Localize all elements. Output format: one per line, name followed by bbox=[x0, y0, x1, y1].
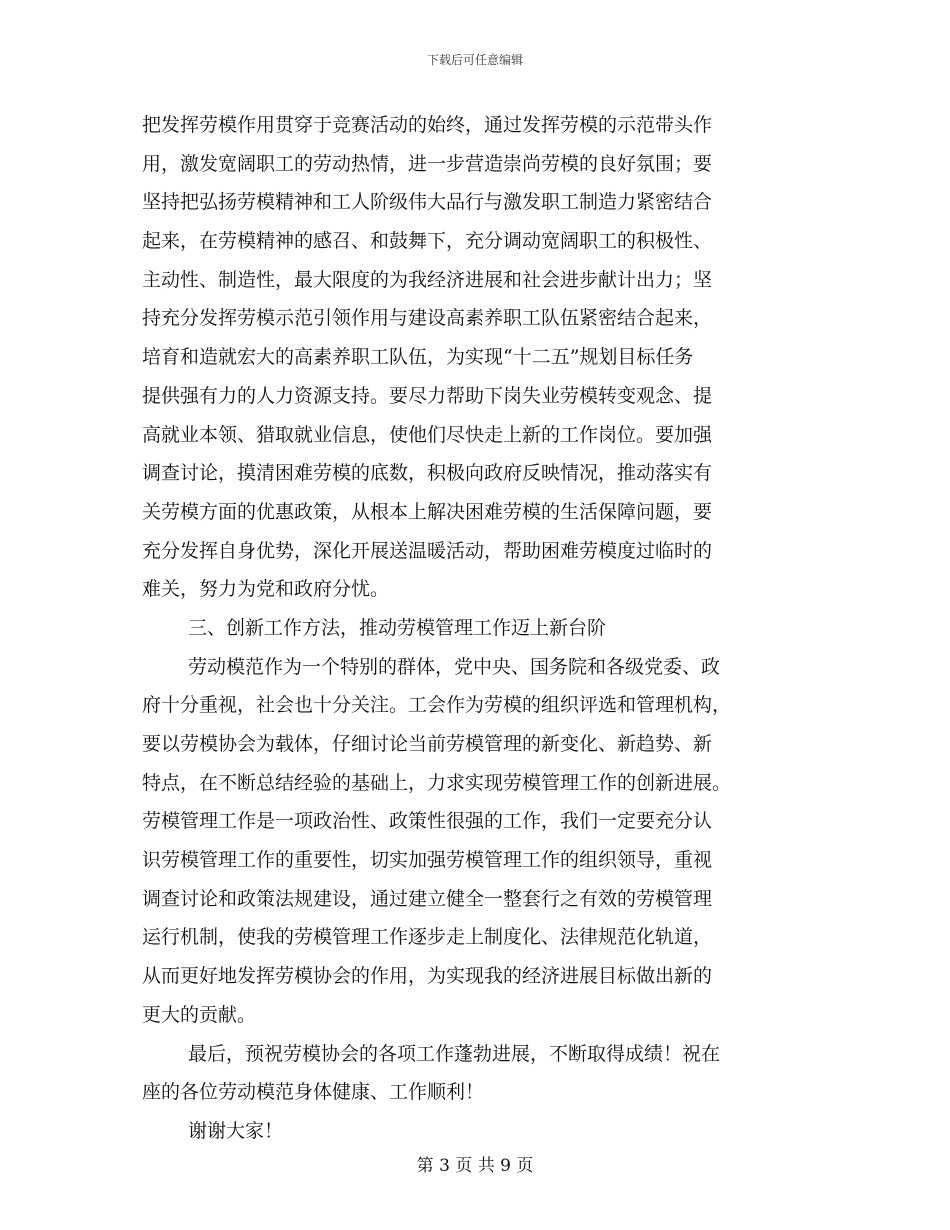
document-body bbox=[142, 106, 810, 1151]
text-line: 要以劳模协会为载体，仔细讨论当前劳模管理的新变化、新趋势、新 bbox=[142, 733, 713, 755]
text-line: 用，激发宽阔职工的劳动热情，进一步营造崇尚劳模的良好氛围；要 bbox=[142, 152, 713, 175]
text-line: 运行机制，使我的劳模管理工作逐步走上制度化、法律规范化轨道， bbox=[142, 926, 713, 949]
text-line: 调查讨论和政策法规建设，通过建立健全一整套行之有效的劳模管理 bbox=[142, 887, 713, 910]
text-line: 坚持把弘扬劳模精神和工人阶级伟大品行与激发职工制造力紧密结合 bbox=[142, 191, 713, 214]
text-line: 更大的贡献。 bbox=[142, 1003, 257, 1026]
text-line: 识劳模管理工作的重要性，切实加强劳模管理工作的组织领导，重视 bbox=[142, 849, 713, 872]
text-line: 难关，努力为党和政府分忧。 bbox=[142, 578, 390, 601]
page-header: 下载后可任意编辑 bbox=[426, 53, 523, 67]
text-line: 提供强有力的人力资源支持。要尽力帮助下岗失业劳模转变观念、提 bbox=[142, 384, 713, 407]
text-line: 特点，在不断总结经验的基础上，力求实现劳模管理工作的创新进展。 bbox=[142, 771, 732, 794]
page-footer: 第 3 页 共 9 页 bbox=[416, 1156, 534, 1176]
text-line: 主动性、制造性，最大限度的为我经济进展和社会进步献计出力；坚 bbox=[142, 268, 713, 291]
text-line: 培育和造就宏大的高素养职工队伍，为实现“十二五”规划目标任务 bbox=[142, 346, 694, 369]
section-heading: 三、创新工作方法，推动劳模管理工作迈上新台阶 bbox=[188, 616, 607, 639]
text-line: 调查讨论，摸清困难劳模的底数，积极向政府反映情况，推动落实有 bbox=[142, 462, 713, 485]
text-line: 高就业本领、猎取就业信息，使他们尽快走上新的工作岗位。要加强 bbox=[142, 423, 713, 446]
text-line: 府十分重视，社会也十分关注。工会作为劳模的组织评选和管理机构， bbox=[142, 694, 732, 717]
text-line: 起来，在劳模精神的感召、和鼓舞下，充分调动宽阔职工的积极性、 bbox=[142, 230, 713, 253]
text-line: 从而更好地发挥劳模协会的作用，为实现我的经济进展目标做出新的 bbox=[142, 965, 713, 988]
text-line: 充分发挥自身优势，深化开展送温暖活动，帮助困难劳模度过临时的 bbox=[142, 539, 713, 562]
text-line: 关劳模方面的优惠政策，从根本上解决困难劳模的生活保障问题，要 bbox=[142, 500, 713, 523]
text-line: 把发挥劳模作用贯穿于竞赛活动的始终，通过发挥劳模的示范带头作 bbox=[142, 114, 713, 136]
text-line: 劳模管理工作是一项政治性、政策性很强的工作，我们一定要充分认 bbox=[142, 810, 713, 833]
text-line: 座的各位劳动模范身体健康、工作顺利！ bbox=[142, 1081, 485, 1104]
text-line: 劳动模范作为一个特别的群体，党中央、国务院和各级党委、政 bbox=[188, 655, 721, 678]
closing-line: 谢谢大家！ bbox=[188, 1119, 284, 1142]
text-line: 最后，预祝劳模协会的各项工作蓬勃进展，不断取得成绩！祝在 bbox=[188, 1042, 721, 1065]
text-line: 持充分发挥劳模示范引领作用与建设高素养职工队伍紧密结合起来， bbox=[142, 307, 713, 330]
